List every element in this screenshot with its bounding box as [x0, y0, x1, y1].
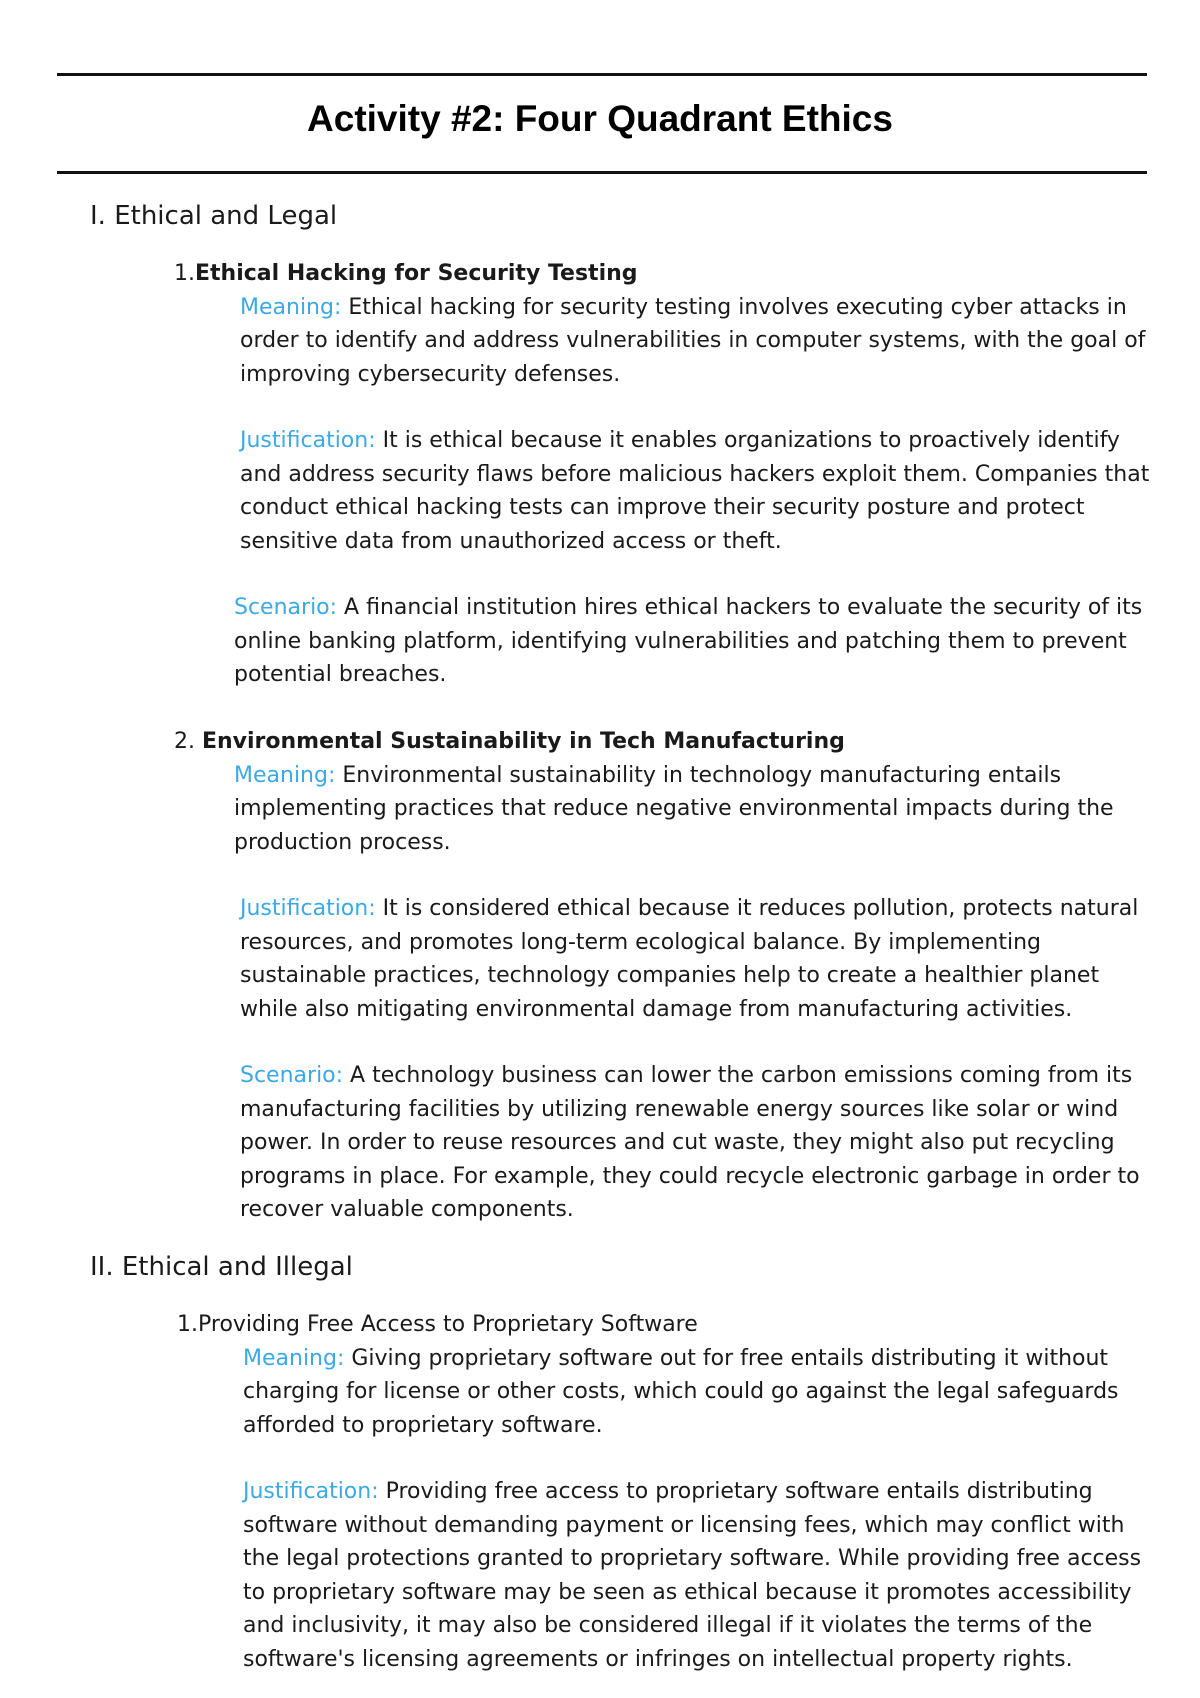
item-number: 1. [174, 261, 195, 286]
meaning-text: Ethical hacking for security testing involves executing cyber attacks in order to identify and address vulnerabilities in computer systems, with the goal of improving cybersecurity defenses. [240, 294, 1146, 387]
item-block [174, 1059, 1154, 1227]
item-title-text: Ethical Hacking for Security Testing [195, 261, 638, 286]
item-title-text: Environmental Sustainability in Tech Manufacturing [201, 729, 845, 754]
section-heading: II. Ethical and Illegal [90, 1252, 353, 1282]
justification-label: Justification: [240, 428, 376, 453]
item-block [174, 591, 1154, 692]
meaning-paragraph [174, 291, 1154, 392]
meaning-text: Environmental sustainability in technology manufacturing entails implementing practices that reduce negative environmental impacts during the production process. [234, 762, 1114, 855]
top-rule [57, 73, 1147, 76]
item-block [174, 424, 1154, 558]
page-title: Activity #2: Four Quadrant Ethics [307, 98, 893, 139]
scenario-paragraph [174, 591, 1154, 692]
item-number: 2. [174, 729, 202, 754]
section-heading: I. Ethical and Legal [90, 201, 338, 231]
scenario-text: A technology business can lower the carbon emissions coming from its manufacturing facilities by utilizing renewable energy sources like solar or wind power. In order to reuse resources and cut waste, they might also put recycling programs in place. For example, they could recycle electronic garbage in order to recover valuable components. [240, 1063, 1140, 1222]
scenario-label: Scenario: [240, 1063, 344, 1088]
item-block [174, 892, 1154, 1026]
bottom-rule [57, 171, 1147, 174]
meaning-label: Meaning: [234, 762, 336, 788]
scenario-text: A financial institution hires ethical hackers to evaluate the security of its online banking platform, identifying vulnerabilities and patching them to prevent potential breaches. [234, 595, 1143, 687]
justification-label: Justification: [240, 896, 376, 921]
justification-text: Providing free access to proprietary software entails distributing software without demanding payment or licensing fees, which may conflict with the legal protections granted to proprietary software. While providing free access to proprietary software may be seen as ethical because it promotes accessibility and inclusivity, it may also be considered illegal if it violates the terms of the software's licensing agreements or infringes on intellectual property rights. [243, 1479, 1142, 1672]
justification-text: It is ethical because it enables organizations to proactively identify and address security flaws before malicious hackers exploit them. Companies that conduct ethical hacking tests can improve their security posture and protect sensitive data from unauthorized access or theft. [240, 428, 1150, 554]
scenario-label: Scenario: [234, 595, 338, 620]
justification-text: It is considered ethical because it reduces pollution, protects natural resources, and promotes long-term ecological balance. By implementing sustainable practices, technology companies help to create a healthier planet while also mitigating environmental damage from manufacturing activities. [240, 896, 1139, 1022]
scenario-paragraph [174, 1059, 1154, 1227]
item-block [174, 725, 1154, 859]
item-title [174, 257, 1154, 291]
justification-paragraph [177, 1475, 1157, 1676]
meaning-text: Giving proprietary software out for free entails distributing it without charging for license or other costs, which could go against the legal safeguards afforded to proprietary software. [243, 1345, 1119, 1438]
item-block [177, 1308, 1157, 1442]
meaning-paragraph [174, 759, 1154, 860]
item-number: 1. [177, 1312, 198, 1337]
meaning-paragraph [177, 1342, 1157, 1443]
item-block [177, 1475, 1157, 1676]
item-title [177, 1308, 1157, 1342]
item-title-text: Providing Free Access to Proprietary Software [198, 1312, 698, 1337]
justification-label: Justification: [243, 1479, 379, 1504]
meaning-label: Meaning: [240, 294, 342, 320]
item-block [174, 257, 1154, 391]
justification-paragraph [174, 424, 1154, 558]
item-title [174, 725, 1154, 759]
justification-paragraph [174, 892, 1154, 1026]
meaning-label: Meaning: [243, 1345, 345, 1371]
